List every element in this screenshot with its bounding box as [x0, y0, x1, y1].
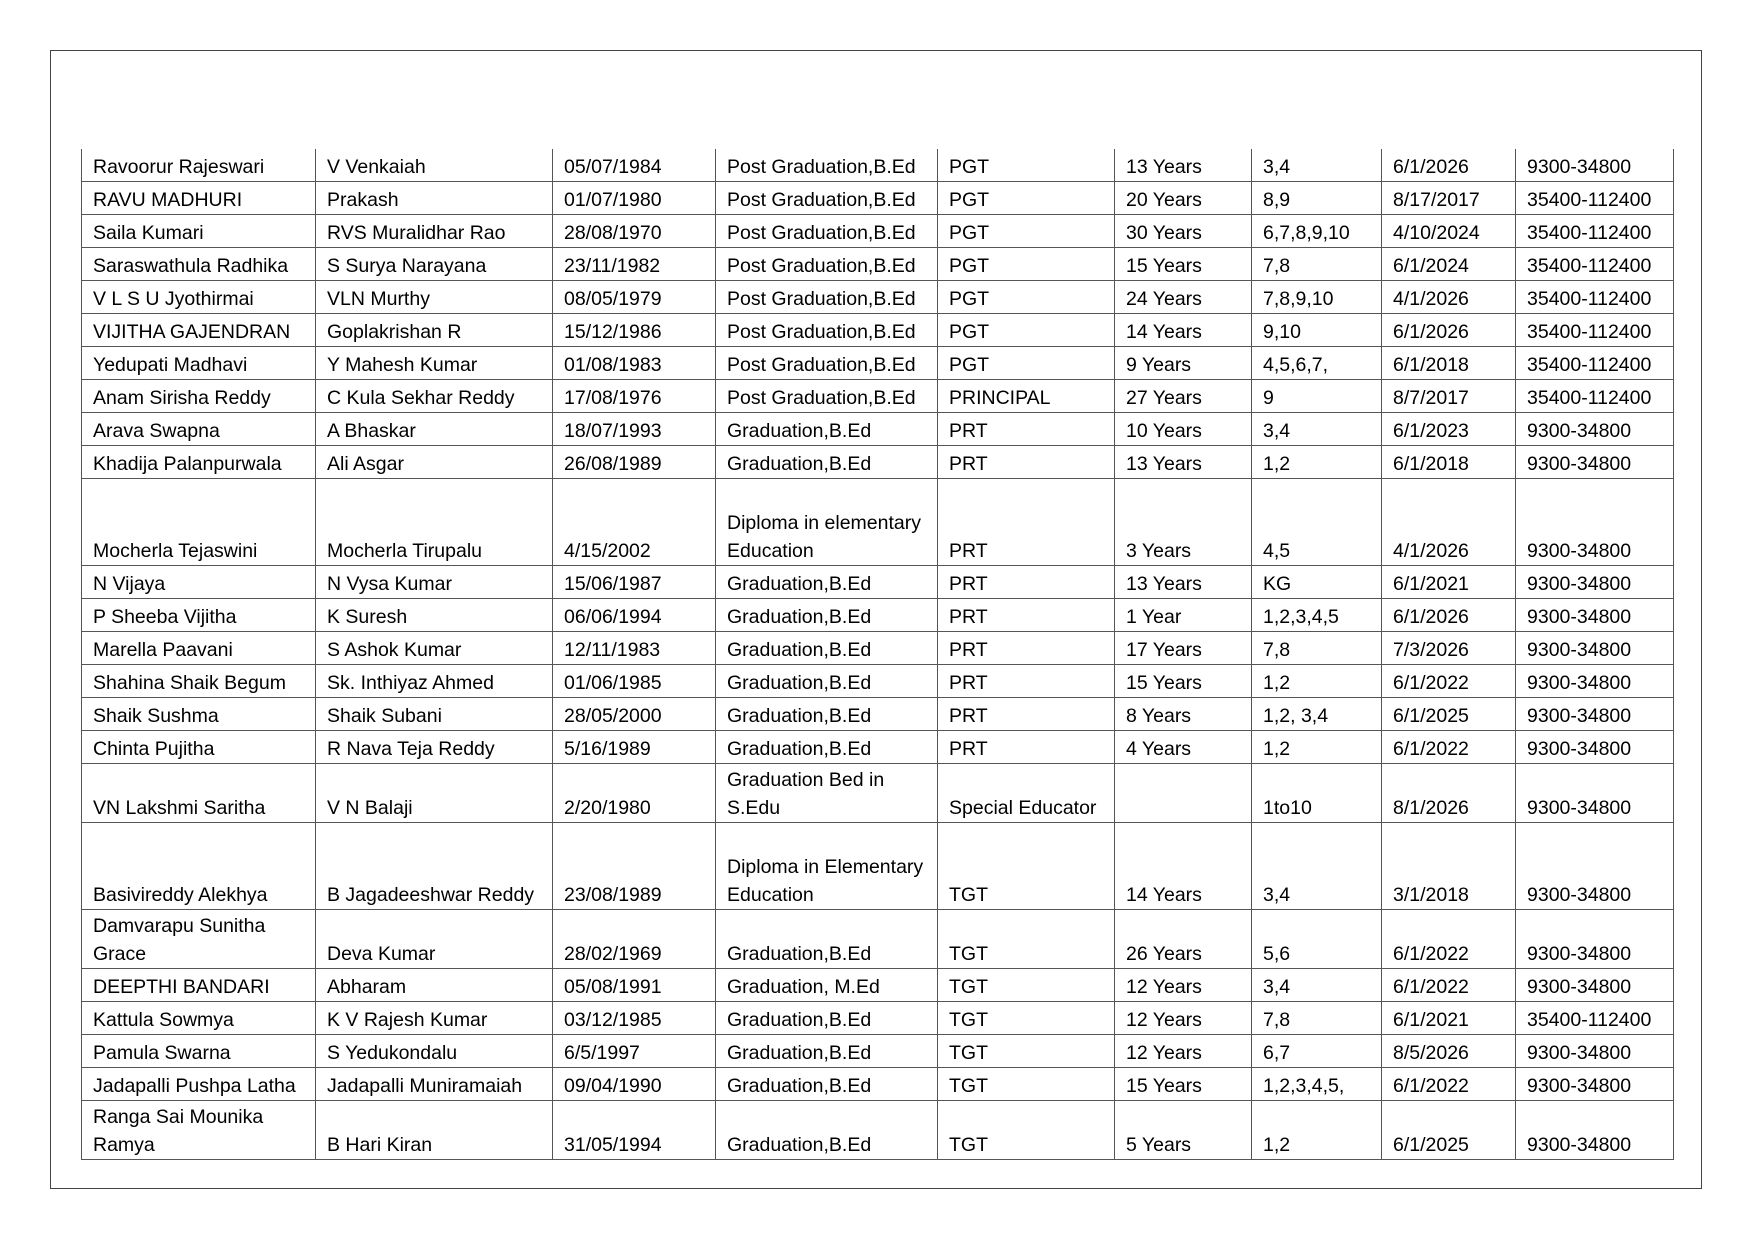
designation-cell: PRT [938, 479, 1115, 566]
classes-cell: 3,4 [1252, 413, 1382, 446]
date-of-birth-cell: 08/05/1979 [553, 281, 716, 314]
designation-cell: PRT [938, 599, 1115, 632]
table-row [82, 347, 1674, 380]
date-of-birth-cell: 15/12/1986 [553, 314, 716, 347]
staff-name-cell: Mocherla Tejaswini [82, 479, 316, 566]
staff-name-cell: Arava Swapna [82, 413, 316, 446]
guardian-name-cell: V N Balaji [316, 764, 553, 823]
pay-scale-cell: 9300-34800 [1516, 665, 1674, 698]
guardian-name-cell: A Bhaskar [316, 413, 553, 446]
experience-cell: 1 Year [1115, 599, 1252, 632]
classes-cell: 1,2 [1252, 446, 1382, 479]
qualification-cell: Post Graduation,B.Ed [716, 149, 938, 182]
date-of-birth-cell: 05/07/1984 [553, 149, 716, 182]
joining-date-cell: 8/7/2017 [1382, 380, 1516, 413]
table-row [82, 413, 1674, 446]
guardian-name-cell: S Ashok Kumar [316, 632, 553, 665]
designation-cell: PRT [938, 446, 1115, 479]
qualification-cell: Post Graduation,B.Ed [716, 314, 938, 347]
classes-cell: 8,9 [1252, 182, 1382, 215]
classes-cell: 3,4 [1252, 149, 1382, 182]
pay-scale-cell: 35400-112400 [1516, 1002, 1674, 1035]
date-of-birth-cell: 06/06/1994 [553, 599, 716, 632]
joining-date-cell: 6/1/2018 [1382, 347, 1516, 380]
date-of-birth-cell: 03/12/1985 [553, 1002, 716, 1035]
qualification-cell: Graduation, M.Ed [716, 969, 938, 1002]
staff-name-cell: Ranga Sai Mounika Ramya [82, 1101, 316, 1160]
pay-scale-cell: 9300-34800 [1516, 823, 1674, 910]
joining-date-cell: 6/1/2026 [1382, 314, 1516, 347]
guardian-name-cell: VLN Murthy [316, 281, 553, 314]
joining-date-cell: 4/1/2026 [1382, 281, 1516, 314]
pay-scale-cell: 9300-34800 [1516, 1101, 1674, 1160]
staff-name-cell: VIJITHA GAJENDRAN [82, 314, 316, 347]
pay-scale-cell: 35400-112400 [1516, 215, 1674, 248]
joining-date-cell: 8/1/2026 [1382, 764, 1516, 823]
date-of-birth-cell: 23/08/1989 [553, 823, 716, 910]
joining-date-cell: 4/1/2026 [1382, 479, 1516, 566]
qualification-cell: Diploma in Elementary Education [716, 823, 938, 910]
staff-name-cell: N Vijaya [82, 566, 316, 599]
designation-cell: PRT [938, 413, 1115, 446]
qualification-cell: Graduation,B.Ed [716, 599, 938, 632]
table-row [82, 215, 1674, 248]
guardian-name-cell: Deva Kumar [316, 910, 553, 969]
pay-scale-cell: 9300-34800 [1516, 413, 1674, 446]
table-row [82, 566, 1674, 599]
designation-cell: TGT [938, 823, 1115, 910]
date-of-birth-cell: 09/04/1990 [553, 1068, 716, 1101]
experience-cell: 5 Years [1115, 1101, 1252, 1160]
qualification-cell: Graduation,B.Ed [716, 1002, 938, 1035]
classes-cell: 1to10 [1252, 764, 1382, 823]
staff-table [81, 149, 1674, 1160]
guardian-name-cell: Mocherla Tirupalu [316, 479, 553, 566]
joining-date-cell: 6/1/2026 [1382, 599, 1516, 632]
qualification-cell: Graduation,B.Ed [716, 731, 938, 764]
pay-scale-cell: 9300-34800 [1516, 1035, 1674, 1068]
designation-cell: TGT [938, 910, 1115, 969]
joining-date-cell: 6/1/2021 [1382, 566, 1516, 599]
date-of-birth-cell: 12/11/1983 [553, 632, 716, 665]
pay-scale-cell: 35400-112400 [1516, 347, 1674, 380]
guardian-name-cell: Ali Asgar [316, 446, 553, 479]
staff-name-cell: Ravoorur Rajeswari [82, 149, 316, 182]
date-of-birth-cell: 26/08/1989 [553, 446, 716, 479]
joining-date-cell: 6/1/2022 [1382, 1068, 1516, 1101]
experience-cell: 13 Years [1115, 149, 1252, 182]
joining-date-cell: 6/1/2025 [1382, 698, 1516, 731]
date-of-birth-cell: 28/08/1970 [553, 215, 716, 248]
pay-scale-cell: 9300-34800 [1516, 1068, 1674, 1101]
pay-scale-cell: 35400-112400 [1516, 248, 1674, 281]
designation-cell: PGT [938, 314, 1115, 347]
classes-cell: 4,5,6,7, [1252, 347, 1382, 380]
joining-date-cell: 6/1/2022 [1382, 910, 1516, 969]
date-of-birth-cell: 5/16/1989 [553, 731, 716, 764]
experience-cell: 3 Years [1115, 479, 1252, 566]
staff-name-cell: Saraswathula Radhika [82, 248, 316, 281]
guardian-name-cell: Goplakrishan R [316, 314, 553, 347]
qualification-cell: Graduation,B.Ed [716, 566, 938, 599]
experience-cell: 26 Years [1115, 910, 1252, 969]
designation-cell: TGT [938, 1002, 1115, 1035]
table-row [82, 731, 1674, 764]
qualification-cell: Post Graduation,B.Ed [716, 182, 938, 215]
classes-cell: 1,2 [1252, 1101, 1382, 1160]
staff-name-cell: Damvarapu Sunitha Grace [82, 910, 316, 969]
qualification-cell: Graduation,B.Ed [716, 665, 938, 698]
qualification-cell: Graduation,B.Ed [716, 446, 938, 479]
staff-name-cell: Shahina Shaik Begum [82, 665, 316, 698]
joining-date-cell: 6/1/2021 [1382, 1002, 1516, 1035]
table-row [82, 665, 1674, 698]
staff-name-cell: Basivireddy Alekhya [82, 823, 316, 910]
staff-name-cell: Yedupati Madhavi [82, 347, 316, 380]
table-row [82, 1035, 1674, 1068]
guardian-name-cell: B Hari Kiran [316, 1101, 553, 1160]
qualification-cell: Post Graduation,B.Ed [716, 347, 938, 380]
staff-name-cell: Marella Paavani [82, 632, 316, 665]
date-of-birth-cell: 6/5/1997 [553, 1035, 716, 1068]
pay-scale-cell: 9300-34800 [1516, 910, 1674, 969]
table-row [82, 314, 1674, 347]
pay-scale-cell: 9300-34800 [1516, 479, 1674, 566]
joining-date-cell: 6/1/2026 [1382, 149, 1516, 182]
experience-cell: 12 Years [1115, 1035, 1252, 1068]
pay-scale-cell: 9300-34800 [1516, 149, 1674, 182]
joining-date-cell: 8/17/2017 [1382, 182, 1516, 215]
table-row [82, 599, 1674, 632]
qualification-cell: Graduation,B.Ed [716, 1035, 938, 1068]
joining-date-cell: 7/3/2026 [1382, 632, 1516, 665]
classes-cell: 7,8 [1252, 1002, 1382, 1035]
experience-cell: 10 Years [1115, 413, 1252, 446]
designation-cell: PRT [938, 566, 1115, 599]
date-of-birth-cell: 01/08/1983 [553, 347, 716, 380]
table-row [82, 479, 1674, 566]
table-row [82, 1002, 1674, 1035]
guardian-name-cell: K V Rajesh Kumar [316, 1002, 553, 1035]
table-row [82, 969, 1674, 1002]
pay-scale-cell: 9300-34800 [1516, 599, 1674, 632]
table-row [82, 1068, 1674, 1101]
classes-cell: 6,7 [1252, 1035, 1382, 1068]
experience-cell: 15 Years [1115, 248, 1252, 281]
staff-name-cell: Pamula Swarna [82, 1035, 316, 1068]
joining-date-cell: 6/1/2018 [1382, 446, 1516, 479]
guardian-name-cell: Sk. Inthiyaz Ahmed [316, 665, 553, 698]
pay-scale-cell: 9300-34800 [1516, 446, 1674, 479]
experience-cell: 13 Years [1115, 446, 1252, 479]
table-row [82, 1101, 1674, 1160]
designation-cell: PRT [938, 698, 1115, 731]
experience-cell: 14 Years [1115, 823, 1252, 910]
qualification-cell: Post Graduation,B.Ed [716, 215, 938, 248]
table-row [82, 281, 1674, 314]
date-of-birth-cell: 28/05/2000 [553, 698, 716, 731]
guardian-name-cell: S Surya Narayana [316, 248, 553, 281]
qualification-cell: Graduation,B.Ed [716, 1068, 938, 1101]
joining-date-cell: 3/1/2018 [1382, 823, 1516, 910]
table-row [82, 248, 1674, 281]
table-row [82, 149, 1674, 182]
staff-name-cell: V L S U Jyothirmai [82, 281, 316, 314]
experience-cell: 15 Years [1115, 1068, 1252, 1101]
date-of-birth-cell: 4/15/2002 [553, 479, 716, 566]
classes-cell: 1,2, 3,4 [1252, 698, 1382, 731]
designation-cell: TGT [938, 1068, 1115, 1101]
guardian-name-cell: Jadapalli Muniramaiah [316, 1068, 553, 1101]
staff-name-cell: Shaik Sushma [82, 698, 316, 731]
experience-cell: 12 Years [1115, 1002, 1252, 1035]
date-of-birth-cell: 18/07/1993 [553, 413, 716, 446]
classes-cell: 7,8 [1252, 248, 1382, 281]
experience-cell: 20 Years [1115, 182, 1252, 215]
designation-cell: PGT [938, 347, 1115, 380]
pay-scale-cell: 9300-34800 [1516, 698, 1674, 731]
pay-scale-cell: 9300-34800 [1516, 632, 1674, 665]
qualification-cell: Graduation,B.Ed [716, 413, 938, 446]
date-of-birth-cell: 31/05/1994 [553, 1101, 716, 1160]
designation-cell: TGT [938, 1035, 1115, 1068]
guardian-name-cell: B Jagadeeshwar Reddy [316, 823, 553, 910]
qualification-cell: Graduation,B.Ed [716, 698, 938, 731]
table-row [82, 446, 1674, 479]
guardian-name-cell: Shaik Subani [316, 698, 553, 731]
guardian-name-cell: K Suresh [316, 599, 553, 632]
designation-cell: PRT [938, 731, 1115, 764]
designation-cell: Special Educator [938, 764, 1115, 823]
experience-cell: 15 Years [1115, 665, 1252, 698]
staff-name-cell: VN Lakshmi Saritha [82, 764, 316, 823]
guardian-name-cell: Abharam [316, 969, 553, 1002]
pay-scale-cell: 35400-112400 [1516, 380, 1674, 413]
date-of-birth-cell: 01/07/1980 [553, 182, 716, 215]
joining-date-cell: 6/1/2025 [1382, 1101, 1516, 1160]
guardian-name-cell: RVS Muralidhar Rao [316, 215, 553, 248]
guardian-name-cell: R Nava Teja Reddy [316, 731, 553, 764]
joining-date-cell: 4/10/2024 [1382, 215, 1516, 248]
staff-name-cell: Kattula Sowmya [82, 1002, 316, 1035]
pay-scale-cell: 9300-34800 [1516, 566, 1674, 599]
experience-cell: 9 Years [1115, 347, 1252, 380]
designation-cell: PGT [938, 215, 1115, 248]
classes-cell: 3,4 [1252, 823, 1382, 910]
qualification-cell: Graduation,B.Ed [716, 1101, 938, 1160]
qualification-cell: Post Graduation,B.Ed [716, 281, 938, 314]
guardian-name-cell: S Yedukondalu [316, 1035, 553, 1068]
table-row [82, 380, 1674, 413]
experience-cell: 14 Years [1115, 314, 1252, 347]
joining-date-cell: 6/1/2022 [1382, 665, 1516, 698]
classes-cell: 7,8 [1252, 632, 1382, 665]
designation-cell: TGT [938, 1101, 1115, 1160]
date-of-birth-cell: 01/06/1985 [553, 665, 716, 698]
qualification-cell: Post Graduation,B.Ed [716, 248, 938, 281]
experience-cell: 8 Years [1115, 698, 1252, 731]
designation-cell: PGT [938, 149, 1115, 182]
staff-table-body [82, 149, 1674, 1160]
staff-name-cell: Khadija Palanpurwala [82, 446, 316, 479]
pay-scale-cell: 9300-34800 [1516, 764, 1674, 823]
staff-name-cell: P Sheeba Vijitha [82, 599, 316, 632]
designation-cell: PRINCIPAL [938, 380, 1115, 413]
qualification-cell: Post Graduation,B.Ed [716, 380, 938, 413]
guardian-name-cell: Y Mahesh Kumar [316, 347, 553, 380]
classes-cell: 9,10 [1252, 314, 1382, 347]
staff-name-cell: RAVU MADHURI [82, 182, 316, 215]
pay-scale-cell: 35400-112400 [1516, 281, 1674, 314]
guardian-name-cell: V Venkaiah [316, 149, 553, 182]
experience-cell [1115, 764, 1252, 823]
date-of-birth-cell: 23/11/1982 [553, 248, 716, 281]
staff-name-cell: DEEPTHI BANDARI [82, 969, 316, 1002]
designation-cell: PGT [938, 248, 1115, 281]
classes-cell: 5,6 [1252, 910, 1382, 969]
classes-cell: 1,2,3,4,5 [1252, 599, 1382, 632]
guardian-name-cell: N Vysa Kumar [316, 566, 553, 599]
designation-cell: PRT [938, 665, 1115, 698]
classes-cell: 1,2,3,4,5, [1252, 1068, 1382, 1101]
joining-date-cell: 6/1/2022 [1382, 969, 1516, 1002]
experience-cell: 30 Years [1115, 215, 1252, 248]
guardian-name-cell: Prakash [316, 182, 553, 215]
qualification-cell: Graduation,B.Ed [716, 632, 938, 665]
table-row [82, 910, 1674, 969]
classes-cell: 1,2 [1252, 665, 1382, 698]
experience-cell: 24 Years [1115, 281, 1252, 314]
classes-cell: 9 [1252, 380, 1382, 413]
designation-cell: TGT [938, 969, 1115, 1002]
date-of-birth-cell: 28/02/1969 [553, 910, 716, 969]
experience-cell: 12 Years [1115, 969, 1252, 1002]
joining-date-cell: 6/1/2024 [1382, 248, 1516, 281]
classes-cell: 6,7,8,9,10 [1252, 215, 1382, 248]
staff-name-cell: Anam Sirisha Reddy [82, 380, 316, 413]
designation-cell: PGT [938, 281, 1115, 314]
date-of-birth-cell: 17/08/1976 [553, 380, 716, 413]
table-row [82, 182, 1674, 215]
staff-name-cell: Jadapalli Pushpa Latha [82, 1068, 316, 1101]
classes-cell: KG [1252, 566, 1382, 599]
classes-cell: 7,8,9,10 [1252, 281, 1382, 314]
joining-date-cell: 8/5/2026 [1382, 1035, 1516, 1068]
experience-cell: 17 Years [1115, 632, 1252, 665]
experience-cell: 27 Years [1115, 380, 1252, 413]
date-of-birth-cell: 15/06/1987 [553, 566, 716, 599]
table-row [82, 764, 1674, 823]
experience-cell: 4 Years [1115, 731, 1252, 764]
joining-date-cell: 6/1/2023 [1382, 413, 1516, 446]
table-row [82, 823, 1674, 910]
designation-cell: PGT [938, 182, 1115, 215]
table-row [82, 698, 1674, 731]
qualification-cell: Diploma in elementary Education [716, 479, 938, 566]
pay-scale-cell: 9300-34800 [1516, 731, 1674, 764]
joining-date-cell: 6/1/2022 [1382, 731, 1516, 764]
qualification-cell: Graduation,B.Ed [716, 910, 938, 969]
pay-scale-cell: 35400-112400 [1516, 314, 1674, 347]
classes-cell: 3,4 [1252, 969, 1382, 1002]
designation-cell: PRT [938, 632, 1115, 665]
staff-name-cell: Chinta Pujitha [82, 731, 316, 764]
classes-cell: 4,5 [1252, 479, 1382, 566]
experience-cell: 13 Years [1115, 566, 1252, 599]
guardian-name-cell: C Kula Sekhar Reddy [316, 380, 553, 413]
date-of-birth-cell: 2/20/1980 [553, 764, 716, 823]
date-of-birth-cell: 05/08/1991 [553, 969, 716, 1002]
pay-scale-cell: 35400-112400 [1516, 182, 1674, 215]
classes-cell: 1,2 [1252, 731, 1382, 764]
qualification-cell: Graduation Bed in S.Edu [716, 764, 938, 823]
staff-name-cell: Saila Kumari [82, 215, 316, 248]
table-row [82, 632, 1674, 665]
pay-scale-cell: 9300-34800 [1516, 969, 1674, 1002]
